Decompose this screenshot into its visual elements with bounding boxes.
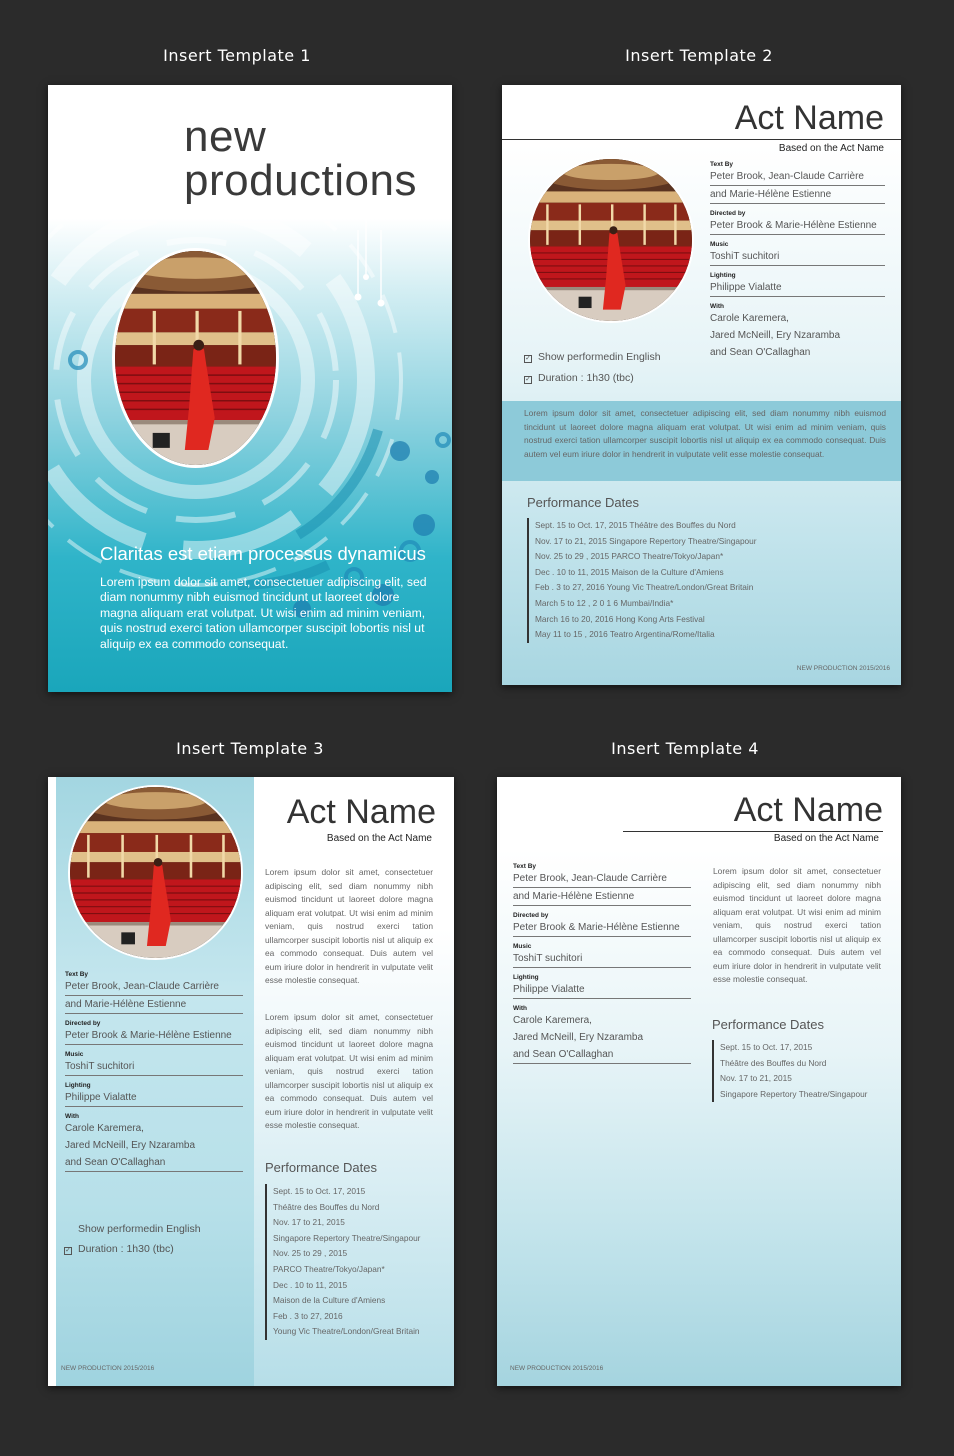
template-1-subtitle: Claritas est etiam processus dynamicus [100,543,426,564]
template-4-page[interactable] [497,777,901,1386]
theatre-photo [528,157,694,323]
headline-productions: productions [184,156,417,205]
performance-date-item: Singapore Repertory Theatre/Singapour [273,1232,421,1243]
performance-date-item: Théâtre des Bouffes du Nord [273,1201,380,1212]
directed-by-value: Peter Brook & Marie-Hélène Estienne [65,1027,243,1045]
performance-dates-list [527,518,817,643]
performance-date-item: Nov. 25 to 29 , 2015 [273,1248,348,1259]
performance-date-item: Feb . 3 to 27, 2016 Young Vic Theatre/London/Great Britain [535,582,754,593]
lighting-label: Lighting [513,974,539,981]
template-3-label: Insert Template 3 [176,739,324,758]
credits-block [513,857,691,1064]
based-on-subtitle: Based on the Act Name [773,833,879,844]
duration-checkbox[interactable] [64,1243,174,1255]
text-by-value-2: and Marie-Hélène Estienne [513,888,691,906]
lighting-value: Philippe Vialatte [710,279,885,297]
template-2-page[interactable] [502,85,901,685]
performance-date-item: PARCO Theatre/Tokyo/Japan* [273,1263,385,1274]
with-value-1: Carole Karemera, [513,1015,592,1026]
performance-dates-heading: Performance Dates [527,495,639,510]
english-text: Show performedin English [78,1223,201,1235]
checkbox-icon: ✓ [525,355,531,362]
text-by-label: Text By [65,971,88,978]
performance-date-item: March 16 to 20, 2016 Hong Kong Arts Festival [535,613,705,624]
performance-date-item: Nov. 17 to 21, 2015 Singapore Repertory Theatre/Singapour [535,535,757,546]
template-4-label: Insert Template 4 [611,739,759,758]
with-value-2: Jared McNeill, Ery Nzaramba [65,1140,196,1151]
performance-date-item: Sept. 15 to Oct. 17, 2015 [273,1186,366,1196]
directed-by-value: Peter Brook & Marie-Hélène Estienne [710,217,885,235]
based-on-subtitle: Based on the Act Name [326,833,432,844]
checkbox-icon: ✓ [65,1247,71,1254]
template-3-lorem-2: Lorem ipsum dolor sit amet, consectetuer adipiscing elit, sed diam nonummy nibh euismod tincidunt ut laoreet dolore magna aliquam erat volutpat. Ut wisi enim ad minim veniam, quis nostrud exerci tation ullamcorper suscipit lobortis nisl ut aliquip ex ea commodo consequat. Duis autem vel eum iriure dolor in hendrerit in vulputate velit esse molestie consequat. [265,1012,433,1130]
performance-dates-heading: Performance Dates [265,1160,377,1175]
music-value: ToshiT suchitori [710,248,885,266]
template-3-lorem-1: Lorem ipsum dolor sit amet, consectetuer adipiscing elit, sed diam nonummy nibh euismod tincidunt ut laoreet dolore magna aliquam erat volutpat. Ut wisi enim ad minim veniam, quis nostrud exerci tation ullamcorper suscipit lobortis nisl ut aliquip ex ea commodo consequat. Duis autem vel eum iriure dolor in hendrerit in vulputate velit esse molestie consequat. [265,867,433,985]
performance-date-item: Dec . 10 to 11, 2015 [273,1279,348,1290]
template-4-lorem: Lorem ipsum dolor sit amet, consectetuer adipiscing elit, sed diam nonummy nibh euismod tincidunt ut laoreet dolore magna aliquam erat volutpat. Ut wisi enim ad minim veniam, quis nostrud exerci tation ullamcorper suscipit lobortis nisl ut aliquip ex ea commodo consequat. Duis autem vel eum iriure dolor in hendrerit in vulputate velit esse molestie consequat. [713,866,881,984]
text-by-value-2: and Marie-Hélène Estienne [65,996,243,1014]
act-name-title: Act Name [733,791,883,829]
with-label: With [65,1113,80,1120]
template-2-label: Insert Template 2 [625,46,773,65]
with-value-2: Jared McNeill, Ery Nzaramba [513,1032,644,1043]
with-value-3: and Sean O'Callaghan [65,1154,243,1172]
performance-dates-list [265,1184,445,1340]
english-checkbox[interactable] [524,351,661,363]
title-rule [502,139,901,140]
template-2-lorem: Lorem ipsum dolor sit amet, consectetuer adipiscing elit, sed diam nonummy nibh euismod tincidunt ut laoreet dolore magna aliquam erat volutpat. Ut wisi enim ad minim veniam, quis nostrud exerci tation ullamcorper suscipit lobortis nisl ut aliquip ex ea commodo consequat. Duis autem vel eum iriure dolor in hendrerit in vulputate velit esse molestie consequat. [524,408,886,459]
with-value-2: Jared McNeill, Ery Nzaramba [710,330,841,341]
performance-date-item: March 5 to 12 , 2 0 1 6 Mumbai/India* [535,597,674,608]
theatre-photo [112,248,279,468]
with-value-1: Carole Karemera, [710,313,789,324]
performance-date-item: May 11 to 15 , 2016 Teatro Argentina/Rome/Italia [535,629,715,640]
performance-date-item: Dec . 10 to 11, 2015 Maison de la Culture d'Amiens [535,566,724,577]
directed-by-label: Directed by [65,1020,101,1027]
template-1-page[interactable] [48,85,452,692]
directed-by-label: Directed by [710,210,746,217]
performance-dates-list [712,1040,892,1102]
headline-new: new [184,112,267,161]
footer-text: NEW PRODUCTION 2015/2016 [796,665,890,672]
title-rule [623,831,883,832]
with-value-3: and Sean O'Callaghan [513,1046,691,1064]
duration-label: Duration : 1h30 (tbc) [538,372,634,384]
duration-label: Duration : 1h30 (tbc) [78,1243,174,1255]
lighting-label: Lighting [710,272,736,279]
with-label: With [513,1005,528,1012]
with-value-1: Carole Karemera, [65,1123,144,1134]
performance-date-item: Young Vic Theatre/London/Great Britain [273,1326,420,1337]
duration-checkbox[interactable] [524,372,634,384]
with-label: With [710,303,725,310]
performance-dates-heading: Performance Dates [712,1017,824,1032]
credits-block [65,965,243,1172]
directed-by-value: Peter Brook & Marie-Hélène Estienne [513,919,691,937]
act-name-title: Act Name [734,99,884,137]
theatre-photo [68,785,243,960]
performance-date-item: Singapore Repertory Theatre/Singapour [720,1088,868,1099]
footer-text: NEW PRODUCTION 2015/2016 [61,1365,155,1372]
performance-date-item: Théâtre des Bouffes du Nord [720,1057,827,1068]
performance-date-item: Nov. 17 to 21, 2015 [720,1073,792,1084]
performance-date-item: Sept. 15 to Oct. 17, 2015 Théâtre des Bouffes du Nord [535,520,736,530]
lighting-value: Philippe Vialatte [65,1089,243,1107]
performance-date-item: Sept. 15 to Oct. 17, 2015 [720,1042,813,1052]
template-3-page[interactable] [48,777,454,1386]
template-1-label: Insert Template 1 [163,46,311,65]
lighting-value: Philippe Vialatte [513,981,691,999]
performance-date-item: Nov. 25 to 29 , 2015 PARCO Theatre/Tokyo/Japan* [535,551,724,562]
template-1-paragraph: Lorem ipsum dolor sit amet, consectetuer adipiscing elit, sed diam nonummy nibh euismod tincidunt ut laoreet dolore magna aliquam erat volutpat. Ut wisi enim ad minim veniam, quis nostrud exerci tation ullamcorper suscipit lobortis nisl ut aliquip ex ea commodo consequat. [100,575,427,651]
performance-date-item: Maison de la Culture d'Amiens [273,1295,386,1306]
checkbox-icon: ✓ [525,376,531,383]
text-by-value-2: and Marie-Hélène Estienne [710,186,885,204]
act-name-title: Act Name [286,793,436,831]
text-by-label: Text By [710,161,733,168]
credits-block [710,155,885,361]
text-by-value-1: Peter Brook, Jean-Claude Carrière [513,870,691,888]
performance-date-item: Feb . 3 to 27, 2016 [273,1310,343,1321]
text-by-label: Text By [513,863,536,870]
text-by-value-1: Peter Brook, Jean-Claude Carrière [710,168,885,186]
music-value: ToshiT suchitori [513,950,691,968]
directed-by-label: Directed by [513,912,549,919]
text-by-value-1: Peter Brook, Jean-Claude Carrière [65,978,243,996]
based-on-subtitle: Based on the Act Name [778,143,884,154]
music-label: Music [513,943,532,950]
with-value-3: and Sean O'Callaghan [710,347,811,358]
performance-date-item: Nov. 17 to 21, 2015 [273,1217,345,1228]
lighting-label: Lighting [65,1082,91,1089]
music-label: Music [65,1051,84,1058]
footer-text: NEW PRODUCTION 2015/2016 [510,1365,604,1372]
music-label: Music [710,241,729,248]
english-label: Show performedin English [538,351,661,363]
music-value: ToshiT suchitori [65,1058,243,1076]
